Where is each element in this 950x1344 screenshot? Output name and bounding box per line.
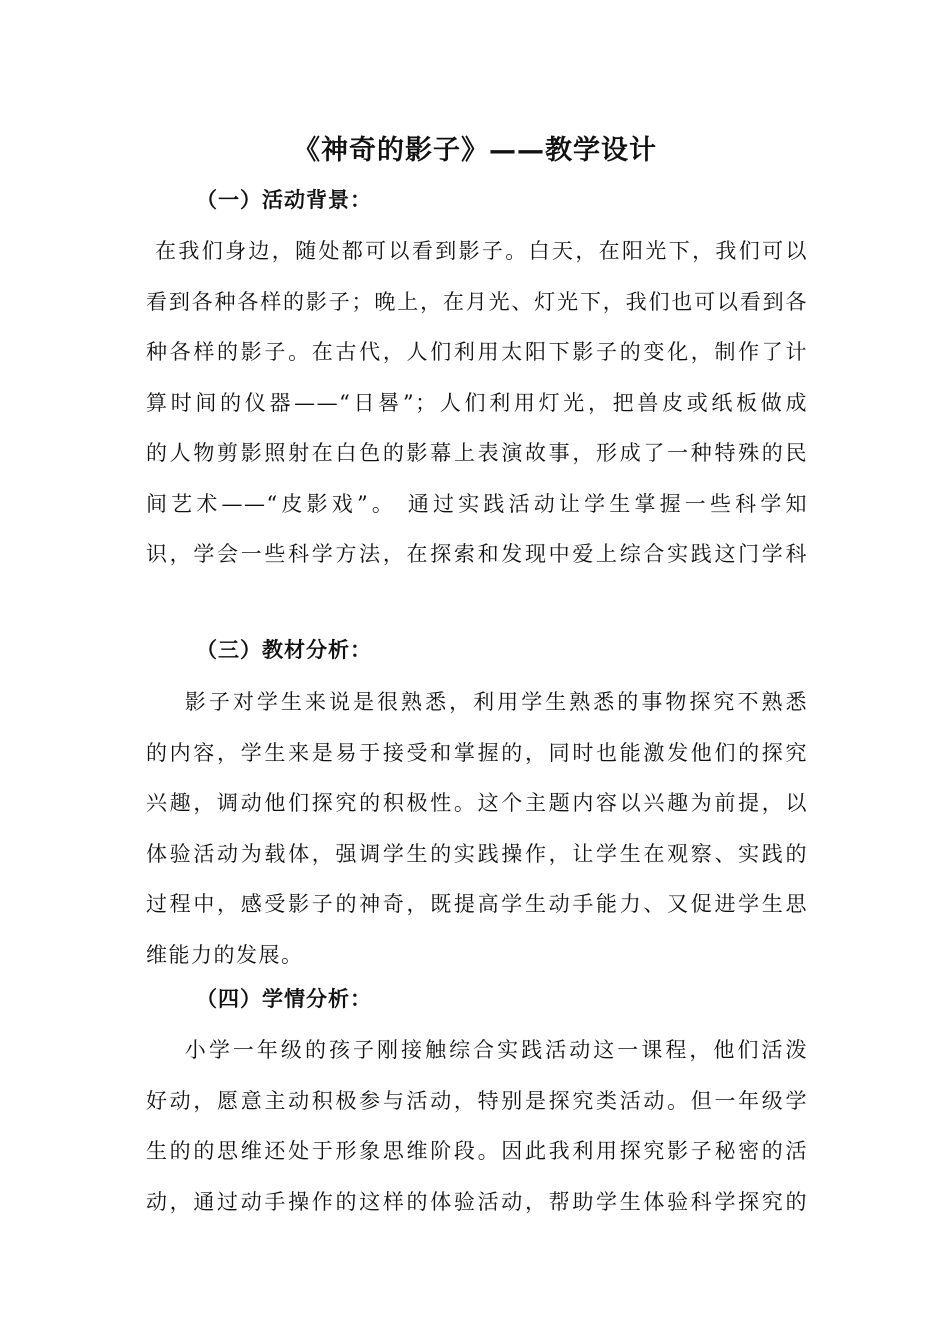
paragraph-line: 的内容，学生来是易于接受和掌握的，同时也能激发他们的探究 bbox=[146, 740, 808, 765]
paragraph-line: 在我们身边，随处都可以看到影子。白天，在阳光下，我们可以 bbox=[146, 239, 808, 263]
paragraph-line: 看到各种各样的影子；晚上，在月光、灯光下，我们也可以看到各 bbox=[146, 289, 808, 314]
paragraph-line: 影子对学生来说是很熟悉，利用学生熟悉的事物探究不熟悉 bbox=[146, 690, 808, 714]
section-heading-student-analysis: （四）学情分析： bbox=[196, 987, 372, 1011]
paragraph-line: 生的的思维还处于形象思维阶段。因此我利用探究影子秘密的活 bbox=[146, 1139, 808, 1163]
paragraph-line: 的人物剪影照射在白色的影幕上表演故事，形成了一种特殊的民 bbox=[146, 441, 808, 465]
section-paragraph-material-analysis bbox=[146, 677, 808, 980]
section-paragraph-background bbox=[146, 226, 808, 580]
paragraph-line: 兴趣，调动他们探究的积极性。这个主题内容以兴趣为前提，以 bbox=[146, 791, 808, 815]
section-paragraph-student-analysis bbox=[146, 1025, 808, 1227]
paragraph-line: 过程中，感受影子的神奇，既提高学生动手能力、又促进学生思 bbox=[146, 892, 808, 916]
paragraph-line: 体验活动为载体，强调学生的实践操作，让学生在观察、实践的 bbox=[146, 841, 808, 866]
section-heading-background: （一）活动背景： bbox=[196, 188, 372, 212]
paragraph-line: 好动，愿意主动积极参与活动，特别是探究类活动。但一年级学 bbox=[146, 1088, 808, 1113]
paragraph-line: 维能力的发展。 bbox=[146, 942, 304, 967]
paragraph-line: 动，通过动手操作的这样的体验活动，帮助学生体验科学探究的 bbox=[146, 1189, 808, 1214]
paragraph-line: 小学一年级的孩子刚接触综合实践活动这一课程，他们活泼 bbox=[146, 1038, 808, 1062]
section-heading-material-analysis: （三）教材分析： bbox=[196, 638, 372, 662]
paragraph-line: 种各样的影子。在古代，人们利用太阳下影子的变化，制作了计 bbox=[146, 340, 808, 364]
paragraph-line: 算时间的仪器——“日晷”；人们利用灯光，把兽皮或纸板做成 bbox=[146, 390, 808, 415]
paragraph-line: 间艺术——“皮影戏”。 通过实践活动让学生掌握一些科学知 bbox=[146, 491, 808, 516]
document-title: 《神奇的影子》——教学设计 bbox=[293, 135, 657, 166]
paragraph-line: 识，学会一些科学方法，在探索和发现中爱上综合实践这门学科 bbox=[146, 542, 808, 566]
